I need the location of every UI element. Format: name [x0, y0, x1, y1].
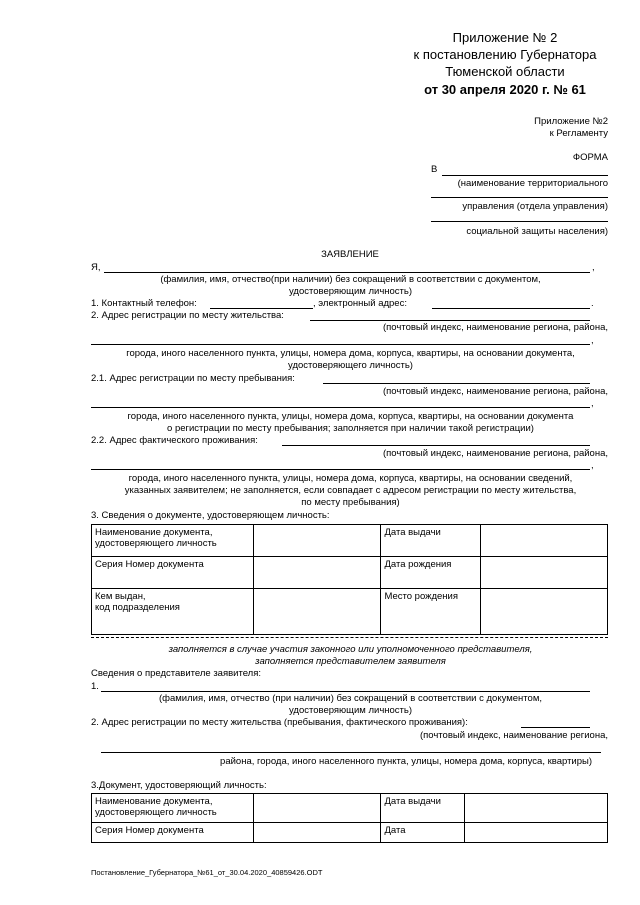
document-title: ЗАЯВЛЕНИЕ	[321, 249, 379, 260]
rep-fio-hint-2: удостоверяющим личность)	[288, 705, 413, 716]
separator-line	[91, 637, 608, 638]
rep-fio-field[interactable]	[101, 691, 590, 692]
addr-fact-comma: ,	[591, 460, 594, 471]
addr-fact-hint-a: (почтовый индекс, наименование региона, района,	[383, 448, 608, 459]
footer-filename: Постановление_Губернатора_№61_от_30.04.2020_40859426.ODT	[91, 868, 323, 877]
header-line-1: Приложение № 2	[452, 30, 558, 45]
email-period: .	[591, 298, 594, 309]
to-line-2[interactable]	[431, 197, 608, 198]
addr-fact-field-1[interactable]	[282, 445, 590, 446]
header-line-4: от 30 апреля 2020 г. № 61	[424, 82, 586, 97]
addr-stay-label: 2.1. Адрес регистрации по месту пребывания:	[91, 373, 295, 384]
addr-reg-label: 2. Адрес регистрации по месту жительства:	[91, 310, 284, 321]
fio-hint-2: удостоверяющим личность)	[288, 286, 413, 297]
rep-doc-name-label-a: Наименование документа,	[95, 796, 213, 807]
applicant-doc-table	[91, 524, 608, 635]
issued-by-label-a: Кем выдан,	[95, 591, 146, 602]
to-hint-2: управления (отдела управления)	[462, 201, 608, 212]
addr-fact-label: 2.2. Адрес фактического проживания:	[91, 435, 258, 446]
birth-place-label: Место рождения	[381, 589, 481, 635]
addr-fact-field-2[interactable]	[91, 469, 590, 470]
phone-label: 1. Контактный телефон:	[91, 298, 197, 309]
to-prefix: В	[431, 164, 438, 175]
addr-reg-field-1[interactable]	[310, 320, 590, 321]
fio-comma: ,	[592, 262, 595, 273]
addr-reg-comma: ,	[591, 335, 594, 346]
table-row	[92, 525, 608, 557]
issued-by-label-b: код подразделения	[95, 602, 180, 614]
addr-stay-hint-b2: о регистрации по месту пребывания; заполняется при наличии такой регистрации)	[167, 423, 534, 434]
to-hint-3: социальной защиты населения)	[466, 226, 608, 237]
rep-issue-date-label: Дата выдачи	[381, 794, 465, 823]
rep-note-2: заполняется представителем заявителя	[255, 656, 446, 667]
addr-fact-hint-b3: по месту пребывания)	[301, 497, 400, 508]
applicant-fio-field[interactable]	[104, 272, 590, 273]
addr-fact-hint-b1: города, иного населенного пункта, улицы, номера дома, корпуса, квартиры, на основании сведений,	[128, 473, 573, 484]
addr-fact-hint-b2: указанных заявителем; не заполняется, если совпадает с адресом регистрации по месту жительства,	[124, 485, 577, 496]
doc-name-label-a: Наименование документа,	[95, 527, 213, 538]
doc-name-label-cell	[92, 525, 254, 557]
to-hint-1: (наименование территориального	[457, 178, 608, 189]
rep-issue-date-value[interactable]	[465, 794, 608, 823]
addr-reg-field-2[interactable]	[91, 344, 590, 345]
rep-addr-hint-b: района, города, иного населенного пункта, улицы, номера дома, корпуса, квартиры)	[220, 756, 592, 767]
rep-num-1: 1.	[91, 681, 99, 692]
rep-addr-field-1[interactable]	[521, 727, 590, 728]
appendix-line-2: к Регламенту	[549, 128, 608, 139]
rep-addr-field-2[interactable]	[101, 752, 601, 753]
header-line-2: к постановлению Губернатора	[413, 47, 597, 62]
rep-note-1: заполняется в случае участия законного или уполномоченного представителя,	[168, 644, 533, 655]
doc-number-label: Серия Номер документа	[92, 557, 254, 589]
rep-doc-name-label-cell	[92, 794, 254, 823]
rep-addr-label: 2. Адрес регистрации по месту жительства (пребывания, фактического проживания):	[91, 717, 468, 728]
rep-date-value[interactable]	[465, 823, 608, 843]
rep-doc-number-value[interactable]	[253, 823, 381, 843]
addr-stay-field-1[interactable]	[323, 383, 590, 384]
issue-date-label: Дата выдачи	[381, 525, 481, 557]
table-row	[92, 557, 608, 589]
rep-doc-number-label: Серия Номер документа	[92, 823, 254, 843]
addr-stay-hint-a: (почтовый индекс, наименование региона, района,	[383, 386, 608, 397]
table-row	[92, 794, 608, 823]
appendix-line-1: Приложение №2	[534, 116, 608, 127]
addr-stay-field-2[interactable]	[91, 407, 590, 408]
to-line-1[interactable]	[442, 175, 608, 176]
fio-hint-1: (фамилия, имя, отчество(при наличии) без сокращений в соответствии с документом,	[160, 274, 541, 285]
addr-reg-hint-b1: города, иного населенного пункта, улицы, номера дома, корпуса, квартиры, на основании документа,	[126, 348, 575, 359]
table-row	[92, 589, 608, 635]
rep-date-label: Дата	[381, 823, 465, 843]
issued-by-label-cell	[92, 589, 254, 635]
issued-by-value[interactable]	[253, 589, 381, 635]
rep-doc-name-label-b: удостоверяющего личность	[95, 807, 217, 819]
phone-field[interactable]	[210, 308, 313, 309]
i-prefix: Я,	[91, 262, 101, 273]
birth-date-label: Дата рождения	[381, 557, 481, 589]
header-line-3: Тюменской области	[445, 64, 565, 79]
addr-stay-comma: ,	[591, 398, 594, 409]
birth-date-value[interactable]	[481, 557, 608, 589]
doc-name-value[interactable]	[253, 525, 381, 557]
email-label: , электронный адрес:	[313, 298, 407, 309]
rep-doc-label: 3.Документ, удостоверяющий личность:	[91, 780, 267, 791]
table-row	[92, 823, 608, 843]
doc-number-value[interactable]	[253, 557, 381, 589]
to-line-3[interactable]	[431, 221, 608, 222]
doc-section-label: 3. Сведения о документе, удостоверяющем личность:	[91, 510, 330, 521]
rep-heading: Сведения о представителе заявителя:	[91, 668, 261, 679]
addr-stay-hint-b1: города, иного населенного пункта, улицы, номера дома, корпуса, квартиры, на основании документа	[127, 411, 574, 422]
rep-doc-name-value[interactable]	[253, 794, 381, 823]
email-field[interactable]	[432, 308, 590, 309]
rep-doc-table	[91, 793, 608, 843]
addr-reg-hint-a: (почтовый индекс, наименование региона, района,	[383, 322, 608, 333]
birth-place-value[interactable]	[481, 589, 608, 635]
addr-reg-hint-b2: удостоверяющего личность)	[288, 360, 413, 371]
rep-fio-hint-1: (фамилия, имя, отчество (при наличии) без сокращений в соответствии с документом,	[159, 693, 542, 704]
issue-date-value[interactable]	[481, 525, 608, 557]
forma-label: ФОРМА	[572, 152, 608, 163]
rep-addr-hint-a: (почтовый индекс, наименование региона,	[419, 730, 608, 741]
doc-name-label-b: удостоверяющего личность	[95, 538, 217, 550]
